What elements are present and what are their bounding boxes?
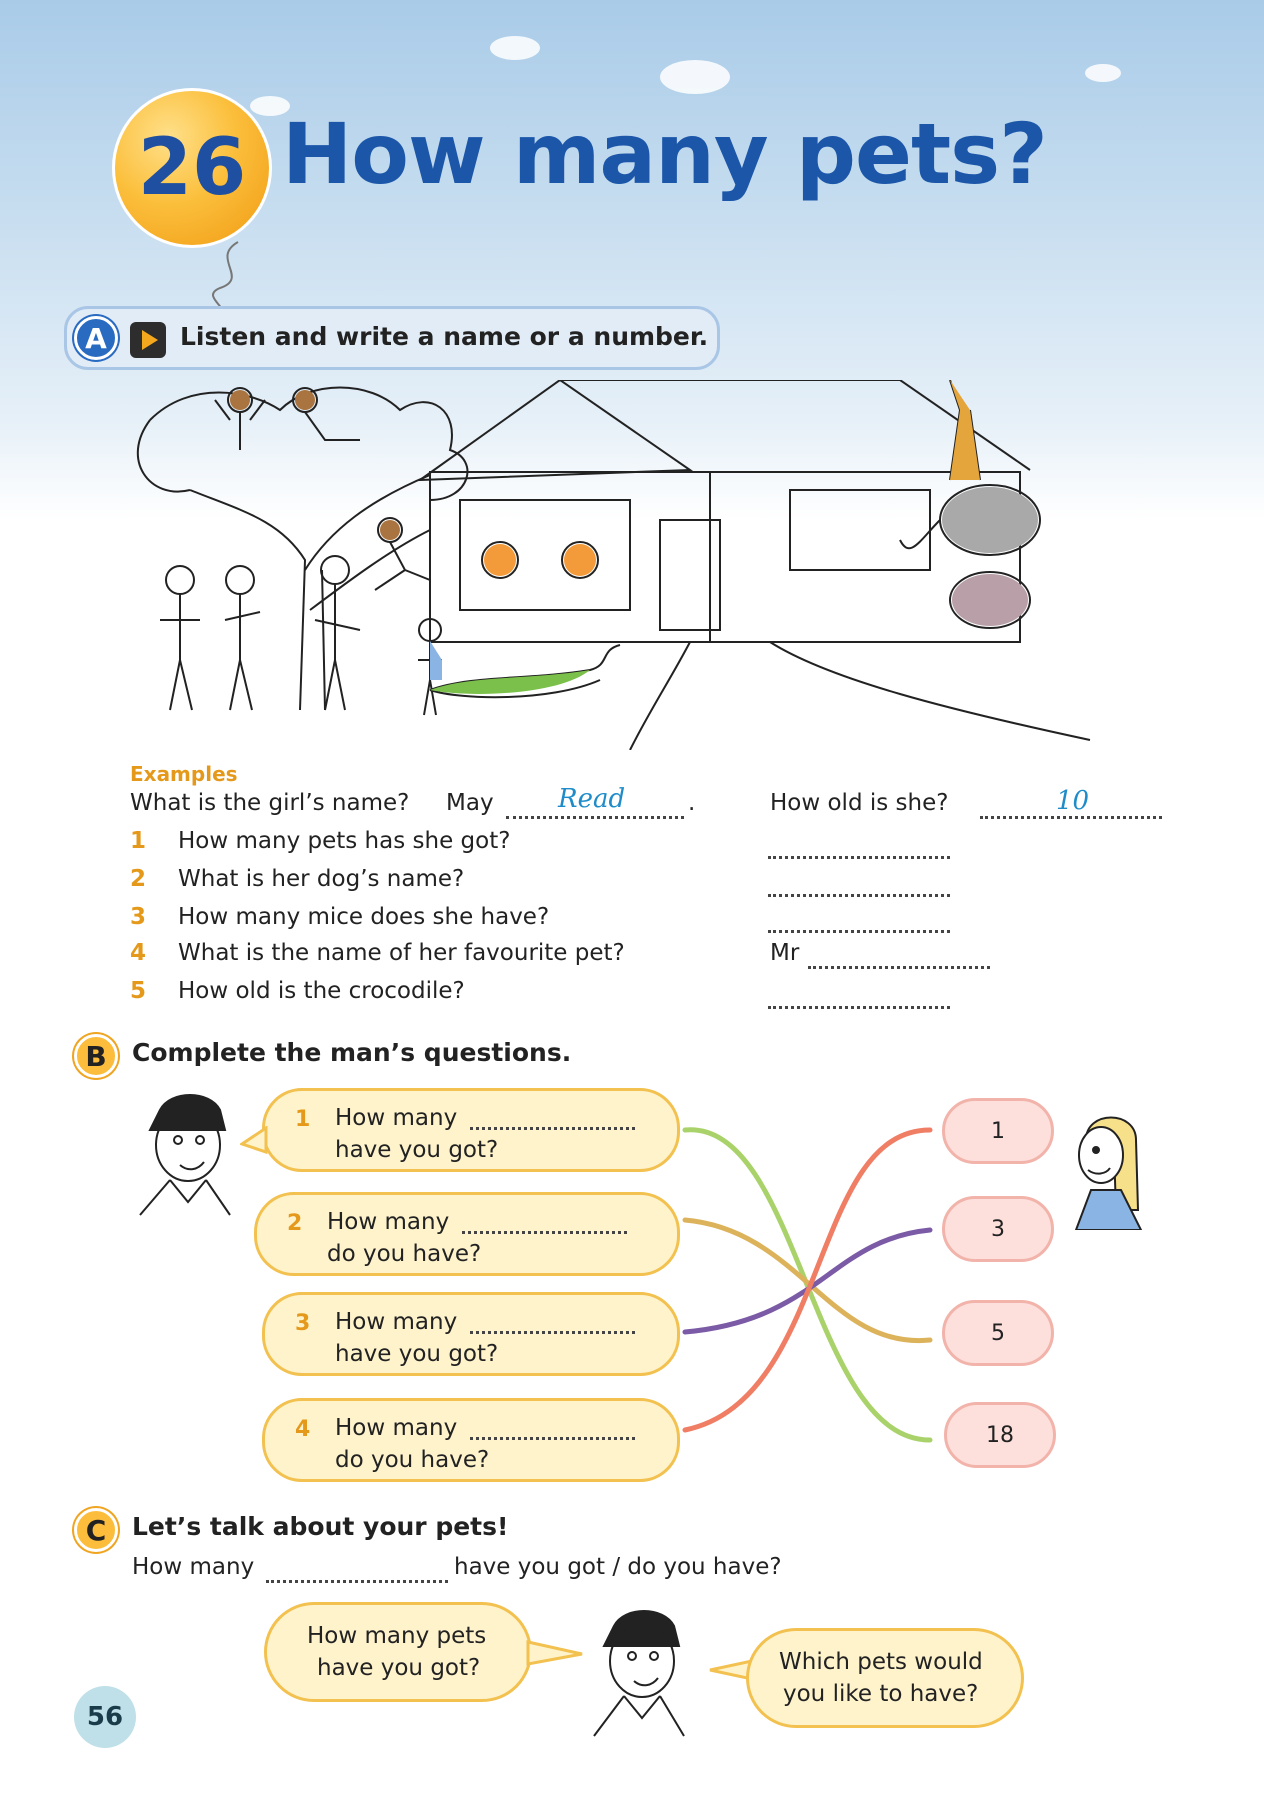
bubble-number: 3: [295, 1311, 311, 1336]
bubble-line1: How many: [327, 1209, 450, 1235]
cloud: [490, 36, 540, 60]
section-a-badge: A: [74, 316, 118, 360]
question-number: 1: [130, 828, 147, 854]
question-bubble: [254, 1192, 680, 1276]
example-question-name: What is the girl’s name?: [130, 790, 410, 816]
question-number: 2: [130, 866, 147, 892]
section-a-instruction: Listen and write a name or a number.: [180, 322, 709, 351]
cloud: [1085, 64, 1121, 82]
question-number: 4: [130, 940, 147, 966]
answer-line[interactable]: [808, 966, 990, 969]
answer-line[interactable]: [768, 856, 950, 859]
speech-bubble-right: [746, 1628, 1024, 1728]
man-face-illustration: [584, 1606, 694, 1740]
page-title: How many pets?: [282, 105, 1047, 203]
example-answer-prefix: May: [446, 790, 494, 816]
matching-lines: [680, 1100, 940, 1470]
bubble-line2: do you have?: [335, 1447, 490, 1473]
question-number: 5: [130, 978, 147, 1004]
speech-bubble-left-line2: have you got?: [317, 1655, 481, 1681]
question-text: What is her dog’s name?: [178, 866, 465, 892]
unit-number: 26: [137, 123, 247, 213]
section-c-answer-line[interactable]: [266, 1580, 448, 1583]
question-text: What is the name of her favourite pet?: [178, 940, 625, 966]
example-answer-suffix: .: [688, 790, 696, 816]
section-c-prompt-before: How many: [132, 1554, 255, 1580]
answer-line[interactable]: [768, 930, 950, 933]
audio-play-icon[interactable]: [130, 322, 166, 358]
examples-label: Examples: [130, 762, 238, 786]
bubble-answer-line[interactable]: [470, 1331, 635, 1334]
section-c-badge: C: [74, 1508, 118, 1552]
example-answer-age: 10: [1056, 786, 1090, 816]
cloud: [660, 60, 730, 94]
section-b-badge: B: [74, 1034, 118, 1078]
example-question-age: How old is she?: [770, 790, 949, 816]
bubble-number: 4: [295, 1417, 311, 1442]
zoo-house-illustration: [130, 380, 1110, 750]
section-b-instruction: Complete the man’s questions.: [132, 1038, 572, 1067]
bubble-answer-line[interactable]: [462, 1231, 627, 1234]
example-answer-line: [506, 816, 684, 819]
speech-bubble-right-line1: Which pets would: [779, 1649, 983, 1675]
bubble-number: 1: [295, 1107, 311, 1132]
answer-bubble: 1: [942, 1098, 1054, 1164]
bubble-line1: How many: [335, 1105, 458, 1131]
question-text: How many mice does she have?: [178, 904, 550, 930]
section-c-prompt-after: have you got / do you have?: [454, 1554, 782, 1580]
question-bubble: [262, 1088, 680, 1172]
question-text: How old is the crocodile?: [178, 978, 465, 1004]
unit-number-balloon: [112, 88, 272, 248]
speech-bubble-left: [264, 1602, 532, 1702]
bubble-line2: have you got?: [335, 1341, 499, 1367]
bubble-tail: [526, 1640, 586, 1670]
section-c-instruction: Let’s talk about your pets!: [132, 1512, 509, 1541]
bubble-line1: How many: [335, 1415, 458, 1441]
bubble-line2: do you have?: [327, 1241, 482, 1267]
question-bubble: [262, 1292, 680, 1376]
bubble-answer-line[interactable]: [470, 1127, 635, 1130]
bubble-answer-line[interactable]: [470, 1437, 635, 1440]
example-age-line: [980, 816, 1162, 819]
girl-face-illustration: [1066, 1110, 1146, 1230]
answer-bubble: 18: [944, 1402, 1056, 1468]
answer-line[interactable]: [768, 1006, 950, 1009]
question-number: 3: [130, 904, 147, 930]
question-text: How many pets has she got?: [178, 828, 511, 854]
speech-bubble-right-line2: you like to have?: [783, 1681, 979, 1707]
page-number: 56: [74, 1686, 136, 1748]
answer-bubble: 3: [942, 1196, 1054, 1262]
bubble-line1: How many: [335, 1309, 458, 1335]
bubble-line2: have you got?: [335, 1137, 499, 1163]
question-bubble: [262, 1398, 680, 1482]
man-face-illustration: [130, 1090, 240, 1220]
example-answer-name: Read: [558, 784, 626, 814]
speech-bubble-left-line1: How many pets: [307, 1623, 487, 1649]
bubble-tail: [240, 1126, 270, 1156]
answer-bubble: 5: [942, 1300, 1054, 1366]
answer-line[interactable]: [768, 894, 950, 897]
answer-prefix: Mr: [770, 940, 800, 966]
bubble-number: 2: [287, 1211, 303, 1236]
